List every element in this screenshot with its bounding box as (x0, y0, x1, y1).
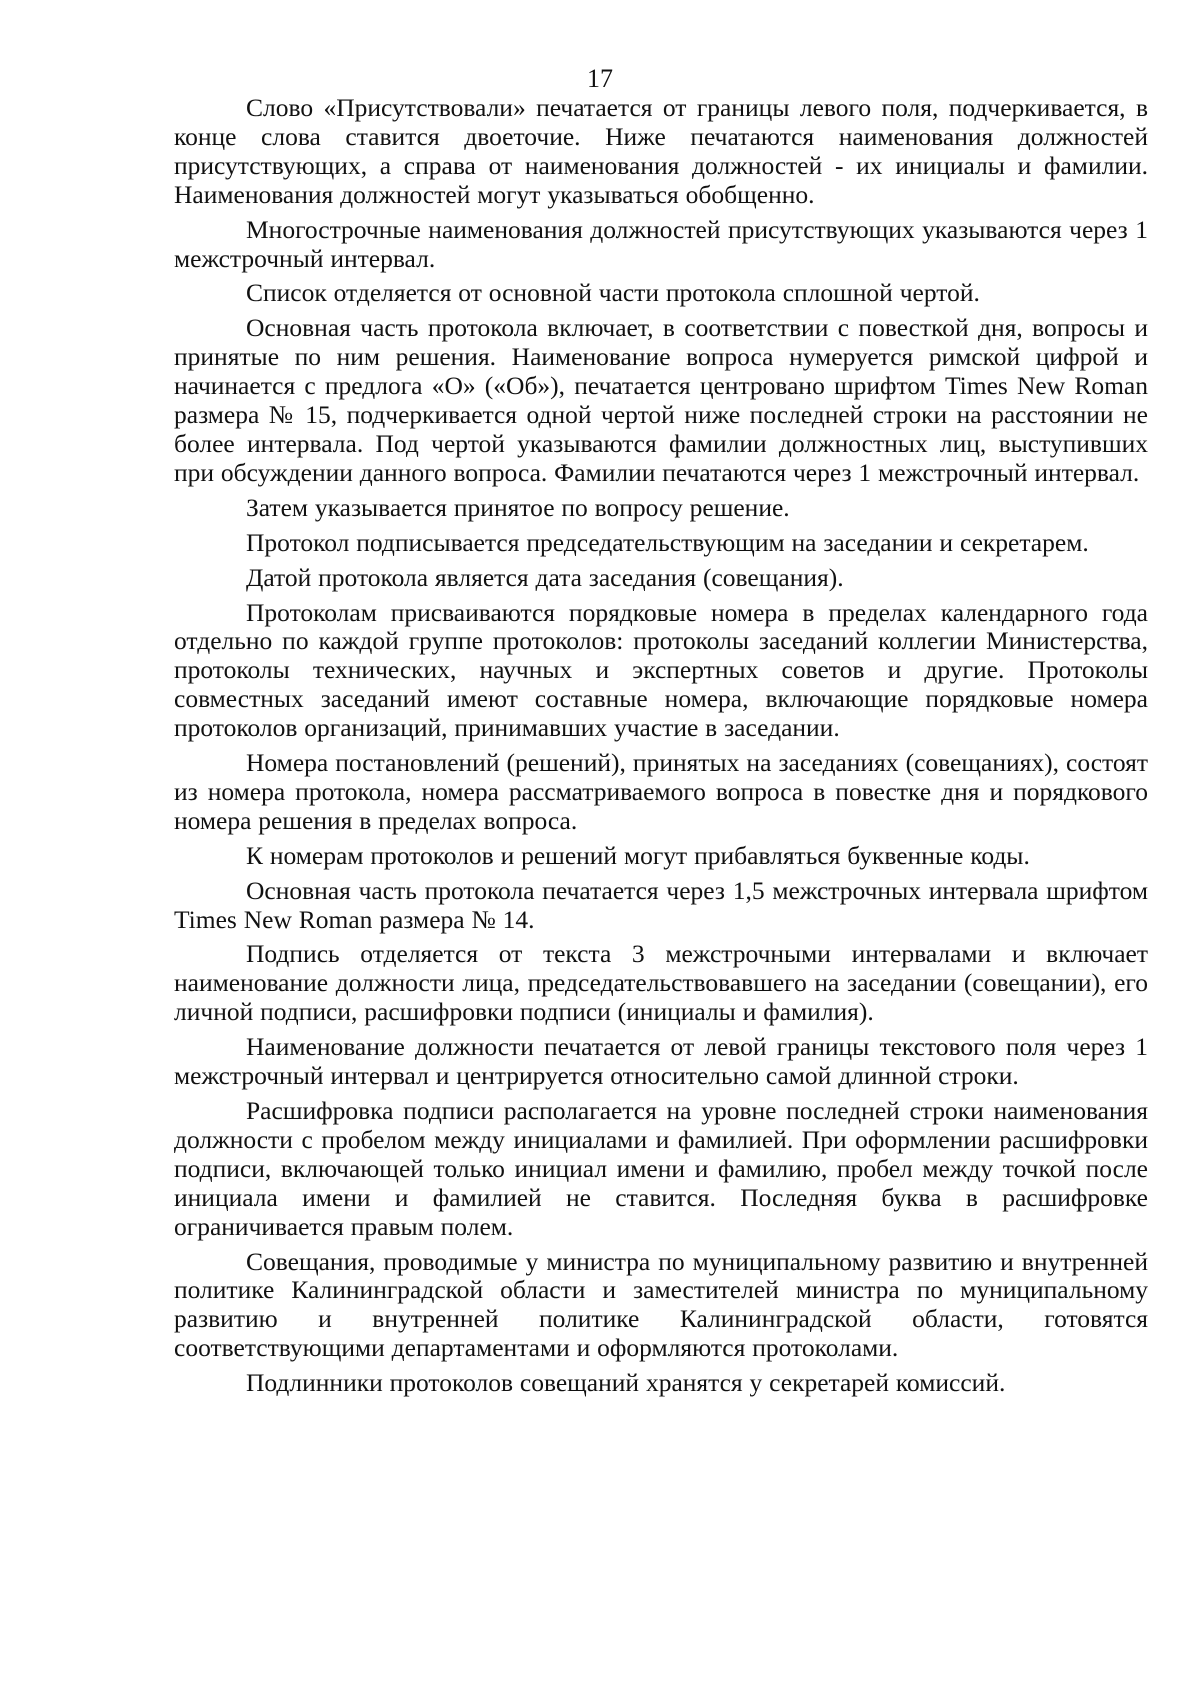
paragraph-signature-decoding: Расшифровка подписи располагается на уровне последней строки наименования должности с пробелом между инициалами и фамилией. При оформлении расшифровки подписи, включающей только инициал имени и фамилию, пробел между точкой после инициала имени и фамилией не ставится. Последняя буква в расшифровке ограничивается правым полем. (174, 1096, 1148, 1241)
paragraph-letter-codes: К номерам протоколов и решений могут прибавляться буквенные коды. (246, 840, 1030, 870)
paragraph-list-separator: Список отделяется от основной части протокола сплошной чертой. (246, 278, 980, 308)
paragraph-position-title: Наименование должности печатается от левой границы текстового поля через 1 межстрочный интервал и центрируется относительно самой длинной строки. (174, 1032, 1148, 1091)
page-number: 17 (587, 64, 613, 93)
paragraph-multiline-positions: Многострочные наименования должностей присутствующих указываются через 1 межстрочный интервал. (174, 214, 1148, 273)
document-body (174, 94, 1148, 1398)
paragraph-protocol-date: Датой протокола является дата заседания (совещания). (246, 562, 844, 592)
paragraph-main-part: Основная часть протокола включает, в соответствии с повесткой дня, вопросы и принятые по ним решения. Наименование вопроса нумеруется римской цифрой и начинается с предлога «О» («Об»), печатается центровано шрифтом Times New Roman размера № 15, подчеркивается одной чертой ниже последней строки на расстоянии не более интервала. Под чертой указываются фамилии должностных лиц, выступивших при обсуждении данного вопроса. Фамилии печатаются через 1 межстрочный интервал. (174, 313, 1148, 487)
paragraph-numbering: Протоколам присваиваются порядковые номера в пределах календарного года отдельно по каждой группе протоколов: протоколы заседаний коллегии Министерства, протоколы технических, научных и экспертных советов и другие. Протоколы совместных заседаний имеют составные номера, включающие порядковые номера протоколов организаций, принимавших участие в заседании. (174, 597, 1148, 743)
paragraph-present-heading: Слово «Присутствовали» печатается от границы левого поля, подчеркивается, в конце слова ставится двоеточие. Ниже печатаются наименования должностей присутствующих, а справа от наименования должностей - их инициалы и фамилии. Наименования должностей могут указываться обобщенно. (174, 93, 1148, 209)
paragraph-main-part-font: Основная часть протокола печатается через 1,5 межстрочных интервала шрифтом Times New Roman размера № 14. (174, 875, 1148, 934)
paragraph-originals: Подлинники протоколов совещаний хранятся у секретарей комиссий. (246, 1368, 1006, 1398)
paragraph-meetings: Совещания, проводимые у министра по муниципальному развитию и внутренней политике Калининградской области и заместителей министра по муниципальному развитию и внутренней политике Калининградской области, готовятся соответствующими департаментами и оформляются протоколами. (174, 1246, 1148, 1363)
paragraph-decision: Затем указывается принятое по вопросу решение. (246, 492, 790, 522)
paragraph-signature: Подпись отделяется от текста 3 межстрочными интервалами и включает наименование должности лица, председательствовавшего на заседании (совещании), его личной подписи, расшифровки подписи (инициалы и фамилия). (174, 939, 1148, 1027)
paragraph-signing: Протокол подписывается председательствующим на заседании и секретарем. (246, 527, 1089, 557)
paragraph-resolution-numbers: Номера постановлений (решений), принятых на заседаниях (совещаниях), состоят из номера протокола, номера рассматриваемого вопроса в повестке дня и порядкового номера решения в пределах вопроса. (174, 748, 1148, 835)
